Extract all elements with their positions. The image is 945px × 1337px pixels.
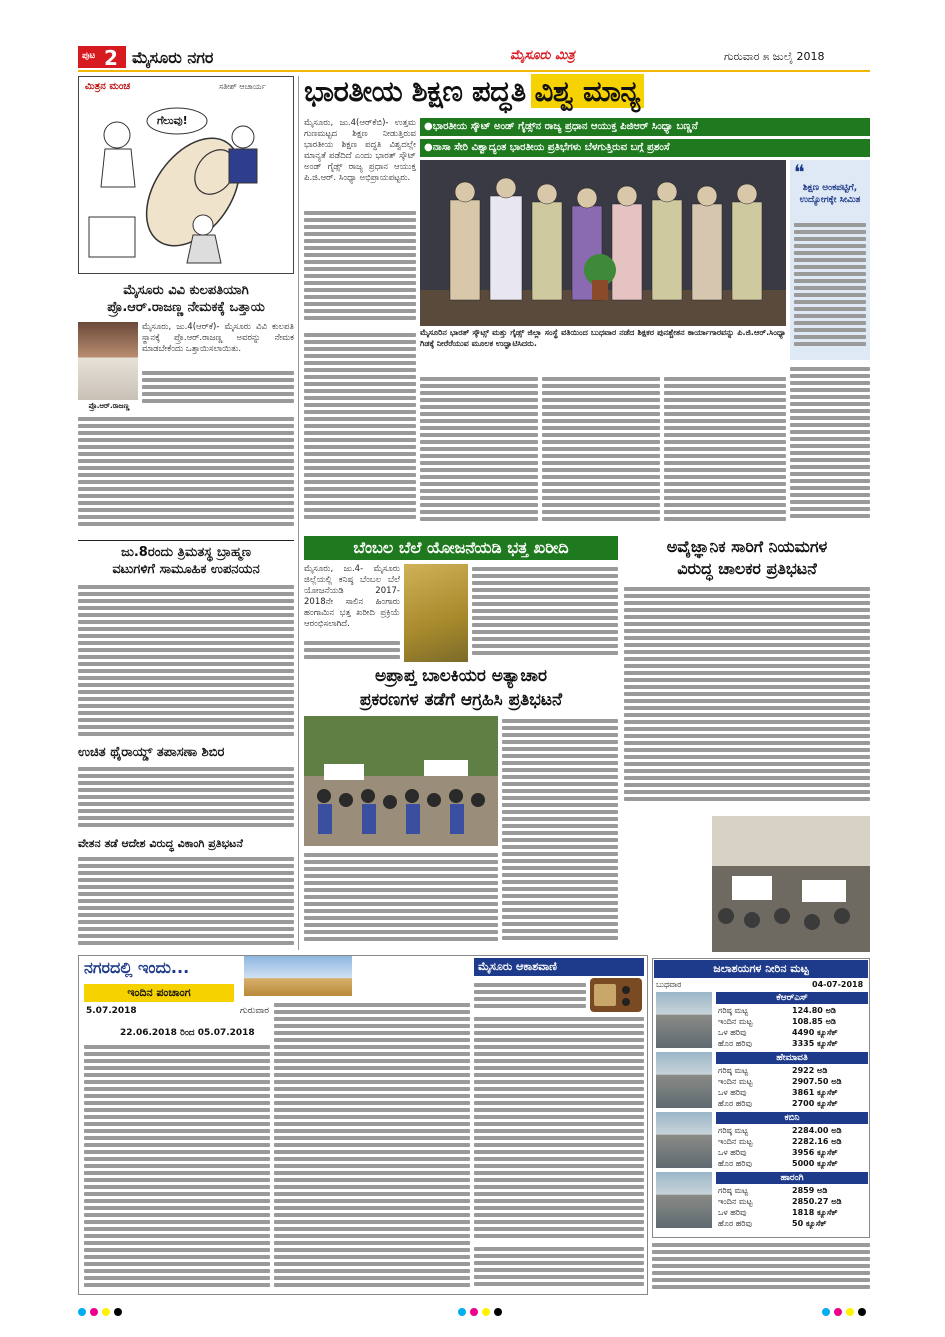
salary-body <box>78 854 294 950</box>
main-lead: ಮೈಸೂರು, ಜು.4(ಆರ್‌ಕೆಬಿ)- ಉತ್ತಮ ಗುಣಮಟ್ಟದ ಶಿಕ್ಷಣ ನೀಡುತ್ತಿರುವ ಭಾರತೀಯ ಶಿಕ್ಷಣ ಪದ್ಧತಿ ವಿಶ್ವದಲ್ಲೇ ಮಾನ್ಯತೆ ಪಡೆದಿದೆ ಎಂದು ಭಾರತ್ ಸ್ಕೌಟ್ ಅಂಡ್ ಗೈಡ್ಸ್ ರಾಜ್ಯ ಪ್ರಧಾನ ಆಯುಕ್ತ ಪಿ.ಜಿ.ಆರ್. ಸಿಂಧ್ಯಾ ಅಭಿಪ್ರಾಯಪಟ್ಟರು. <box>304 118 416 183</box>
radio-body <box>474 980 586 1010</box>
panchanga-date: 5.07.2018 <box>86 1006 137 1016</box>
dam-row-label: ಇಂದಿನ ಮಟ್ಟ <box>718 1077 753 1086</box>
dam-photo <box>656 1112 712 1168</box>
main-photo-caption: ಮೈಸೂರಿನ ಭಾರತ್ ಸ್ಕೌಟ್ಸ್ ಮತ್ತು ಗೈಡ್ಸ್ ಜಿಲ್ಲಾ ಸಂಸ್ಥೆ ವತಿಯಿಂದ ಬುಧವಾರ ನಡೆದ ಶಿಕ್ಷಕರ ಪುನಶ್ಚೇತನ ಕಾರ್ಯಾಗಾರವನ್ನು ಪಿ.ಜಿ.ಆರ್.ಸಿಂಧ್ಯಾ ಗಿಡಕ್ಕೆ ನೀರೆರೆಯುವ ಮೂಲಕ ಉದ್ಘಾಟಿಸಿದರು. <box>420 328 786 348</box>
paddy-body-2 <box>472 564 618 662</box>
issue-date: ಗುರುವಾರ ೫ ಜುಲೈ 2018 <box>724 50 825 63</box>
rules-photo <box>712 816 870 952</box>
girls-body-1 <box>502 716 618 950</box>
page-number: 2 <box>104 46 118 70</box>
thyroid-headline: ಉಚಿತ ಥೈರಾಯ್ಡ್ ತಪಾಸಣಾ ಶಿಬಿರ <box>78 745 225 760</box>
main-photo-scene <box>420 160 786 326</box>
dam-row-label: ಹೊರ ಹರಿವು <box>718 1099 753 1108</box>
thyroid-body <box>78 764 294 834</box>
main-body-col4 <box>542 374 660 530</box>
cartoon-title: ಮಿತ್ರನ ಮಂಚ <box>85 81 131 92</box>
radio-title: ಮೈಸೂರು ಆಕಾಶವಾಣಿ <box>474 958 644 976</box>
dam-row-label: ಒಳ ಹರಿವು <box>718 1088 747 1097</box>
dam-row-label: ಇಂದಿನ ಮಟ್ಟ <box>718 1137 753 1146</box>
paddy-photo <box>404 564 468 662</box>
dam-row-value: 4490 ಕ್ಯೂಸೆಕ್ <box>792 1028 838 1037</box>
upanayana-headline-line2: ವಟುಗಳಿಗೆ ಸಾಮೂಹಿಕ ಉಪನಯನ <box>112 562 260 577</box>
page-label: ಪುಟ <box>82 51 96 61</box>
upanayana-headline-line1: ಜು.8ರಂದು ತ್ರಿಮತಸ್ಥ ಬ್ರಾಹ್ಮಣ <box>120 545 251 560</box>
dam-name: ಹೇಮಾವತಿ <box>716 1052 868 1064</box>
vc-portrait-caption: ಪ್ರೊ.ಆರ್.ರಾಜಣ್ಣ <box>88 402 130 410</box>
bottom-notice <box>652 1240 870 1292</box>
main-headline-part2: ವಿಶ್ವ ಮಾನ್ಯ <box>531 74 644 108</box>
dam-row-label: ಗರಿಷ್ಠ ಮಟ್ಟ <box>718 1006 748 1015</box>
divider <box>78 540 294 541</box>
dam-row-value: 108.85 ಅಡಿ <box>792 1017 836 1026</box>
dam-row-label: ಗರಿಷ್ಠ ಮಟ್ಟ <box>718 1186 748 1195</box>
panchanga-title: ಇಂದಿನ ಪಂಚಾಂಗ <box>84 984 234 1002</box>
masthead-rule <box>78 70 870 72</box>
dam-row-label: ಒಳ ಹರಿವು <box>718 1028 747 1037</box>
dam-row-label: ಇಂದಿನ ಮಟ್ಟ <box>718 1197 753 1206</box>
upanayana-body <box>78 582 294 742</box>
sidebar-body <box>794 220 866 356</box>
main-headline-part1: ಭಾರತೀಯ ಶಿಕ್ಷಣ ಪದ್ಧತಿ <box>304 74 526 108</box>
dam-row-label: ಇಂದಿನ ಮಟ್ಟ <box>718 1017 753 1026</box>
girls-headline-line2: ಪ್ರಕರಣಗಳ ತಡೆಗೆ ಆಗ್ರಹಿಸಿ ಪ್ರತಿಭಟನೆ <box>359 690 563 710</box>
column-divider <box>298 76 299 950</box>
water-title: ಜಲಾಶಯಗಳ ನೀರಿನ ಮಟ್ಟ <box>654 960 868 978</box>
dam-row-label: ಒಳ ಹರಿವು <box>718 1148 747 1157</box>
girls-photo <box>304 716 498 846</box>
dam-row-value: 2859 ಅಡಿ <box>792 1186 828 1195</box>
cartoon-speech: ಗೆಲುವು! <box>157 114 188 127</box>
dam-name: ಹಾರಂಗಿ <box>716 1172 868 1184</box>
girls-photo-scene <box>304 716 498 846</box>
main-body-col6 <box>790 364 870 530</box>
main-body-col1 <box>304 208 416 328</box>
vc-headline <box>78 282 294 316</box>
dam-photo <box>656 992 712 1048</box>
dam-name: ಕೆಆರ್‌ಎಸ್ <box>716 992 868 1004</box>
dam-row-label: ಹೊರ ಹರಿವು <box>718 1219 753 1228</box>
sidebar-title: ಶಿಕ್ಷಣ ಅಂಕಪಟ್ಟಿಗೆ, ಉದ್ಯೋಗಕ್ಕೇ ಸೀಮಿತ <box>799 183 861 205</box>
water-day: ಬುಧವಾರ <box>656 980 682 989</box>
paddy-body-1 <box>304 638 400 662</box>
main-body-col5 <box>664 374 786 530</box>
water-date: 04-07-2018 <box>812 980 864 989</box>
vc-portrait <box>78 322 138 400</box>
panchanga-body <box>84 1042 270 1290</box>
vc-headline-line2: ಪ್ರೊ.ಆರ್.ರಾಜಣ್ಣ ನೇಮಕಕ್ಕೆ ಒತ್ತಾಯ <box>107 300 265 315</box>
dam-row-value: 2284.00 ಅಡಿ <box>792 1126 842 1135</box>
palace-photo <box>244 956 352 996</box>
events-body <box>274 1000 470 1290</box>
quote-mark-icon: ❝ <box>794 160 805 184</box>
today-title: ನಗರದಲ್ಲಿ ಇಂದು... <box>84 958 190 977</box>
dam-row-value: 2700 ಕ್ಯೂಸೆಕ್ <box>792 1099 838 1108</box>
girls-headline <box>304 664 618 712</box>
salary-headline: ವೇತನ ತಡೆ ಆದೇಶ ವಿರುದ್ಧ ವಿಕಾಂಗಿ ಪ್ರತಿಭಟನೆ <box>78 837 243 850</box>
main-headline <box>304 74 870 114</box>
vc-lead: ಮೈಸೂರು, ಜು.4(ಆರ್‌ಕೆ)- ಮೈಸೂರು ವಿವಿ ಕುಲಪತಿ ಸ್ಥಾನಕ್ಕೆ ಪ್ರೊ.ಆರ್.ರಾಜಣ್ಣ ಅವರನ್ನು ನೇಮಕ ಮಾಡಬೇಕೆಂದು ಒತ್ತಾಯಿಸಲಾಯಿತು. <box>142 322 294 354</box>
main-bullet-1: ●ಭಾರತೀಯ ಸ್ಕೌಟ್ ಅಂಡ್ ಗೈಡ್ಸ್‌ನ ರಾಜ್ಯ ಪ್ರಧಾನ ಆಯುಕ್ತ ಪಿಜಿಆರ್ ಸಿಂಧ್ಯಾ ಬಣ್ಣನೆ <box>420 118 870 136</box>
paper-logo: ಮೈಸೂರು ಮಿತ್ರ <box>510 48 575 63</box>
rules-headline-line1: ಅವೈಜ್ಞಾನಿಕ ಸಾರಿಗೆ ನಿಯಮಗಳ <box>666 537 828 556</box>
main-body-col2 <box>304 330 416 530</box>
rules-body <box>624 584 870 812</box>
main-body-col3 <box>420 374 538 530</box>
dam-row-label: ಒಳ ಹರಿವು <box>718 1208 747 1217</box>
dam-row-label: ಹೊರ ಹರಿವು <box>718 1159 753 1168</box>
dam-row-value: 2850.27 ಅಡಿ <box>792 1197 842 1206</box>
girls-headline-line1: ಅಪ್ರಾಪ್ತ ಬಾಲಕಿಯರ ಅತ್ಯಾಚಾರ <box>375 666 547 686</box>
rules-photo-scene <box>712 816 870 952</box>
page-number-badge <box>78 46 126 68</box>
girls-body-2 <box>304 850 498 950</box>
dam-row-value: 2922 ಅಡಿ <box>792 1066 828 1075</box>
section-title: ಮೈಸೂರು ನಗರ <box>132 48 214 67</box>
paddy-headline: ಬೆಂಬಲ ಬೆಲೆ ಯೋಜನೆಯಡಿ ಭತ್ತ ಖರೀದಿ <box>304 536 618 560</box>
dam-photo <box>656 1172 712 1228</box>
panchanga-day: ಗುರುವಾರ <box>240 1006 270 1016</box>
dam-row-value: 3861 ಕ್ಯೂಸೆಕ್ <box>792 1088 838 1097</box>
dam-row-value: 5000 ಕ್ಯೂಸೆಕ್ <box>792 1159 838 1168</box>
radio-schedule <box>474 1014 644 1240</box>
dam-name: ಕಬಿನಿ <box>716 1112 868 1124</box>
dam-row-value: 3335 ಕ್ಯೂಸೆಕ್ <box>792 1039 838 1048</box>
vc-headline-line1: ಮೈಸೂರು ವಿವಿ ಕುಲಪತಿಯಾಗಿ <box>123 283 249 298</box>
rules-headline <box>624 536 870 580</box>
dam-row-label: ಗರಿಷ್ಠ ಮಟ್ಟ <box>718 1066 748 1075</box>
main-photo <box>420 160 786 326</box>
dam-row-label: ಹೊರ ಹರಿವು <box>718 1039 753 1048</box>
panchanga-range: 22.06.2018 ರಿಂದ 05.07.2018 <box>120 1028 255 1038</box>
upanayana-headline <box>78 544 294 578</box>
dam-row-value: 3956 ಕ್ಯೂಸೆಕ್ <box>792 1148 838 1157</box>
dam-row-value: 2907.50 ಅಡಿ <box>792 1077 842 1086</box>
radio-footer <box>474 1244 644 1290</box>
vc-body-2 <box>78 414 294 534</box>
dam-row-value: 50 ಕ್ಯೂಸೆಕ್ <box>792 1219 827 1228</box>
rules-headline-line2: ವಿರುದ್ಧ ಚಾಲಕರ ಪ್ರತಿಭಟನೆ <box>677 559 817 578</box>
main-bullet-2: ●ನಾಸಾ ಸೇರಿ ವಿಶ್ವಾದ್ಯಂತ ಭಾರತೀಯ ಪ್ರತಿಭೆಗಳು ಬೆಳಗುತ್ತಿರುವ ಬಗ್ಗೆ ಪ್ರಶಂಸೆ <box>420 139 870 157</box>
dam-row-value: 1818 ಕ್ಯೂಸೆಕ್ <box>792 1208 838 1217</box>
dam-row-label: ಗರಿಷ್ಠ ಮಟ್ಟ <box>718 1126 748 1135</box>
registration-marks <box>78 1306 870 1318</box>
paddy-lead: ಮೈಸೂರು, ಜು.4- ಮೈಸೂರು ಜಿಲ್ಲೆಯಲ್ಲಿ ಕನಿಷ್ಠ ಬೆಂಬಲ ಬೆಲೆ ಯೋಜನೆಯಡಿ 2017-2018ನೇ ಸಾಲಿನ ಹಿಂಗಾರು ಹಂಗಾಮಿನ ಭತ್ತ ಖರೀದಿ ಪ್ರಕ್ರಿಯೆ ಆರಂಭಿಸಲಾಗಿದೆ. <box>304 564 400 629</box>
dam-row-value: 124.80 ಅಡಿ <box>792 1006 836 1015</box>
radio-icon <box>590 978 642 1012</box>
main-sidebar <box>790 160 870 360</box>
vc-body <box>142 368 294 414</box>
dam-photo <box>656 1052 712 1108</box>
cartoon-box <box>78 76 294 274</box>
cartoon-author: ಸತೀಶ್ ಆಚಾರ್ಯ <box>219 82 266 91</box>
dam-row-value: 2282.16 ಅಡಿ <box>792 1137 842 1146</box>
